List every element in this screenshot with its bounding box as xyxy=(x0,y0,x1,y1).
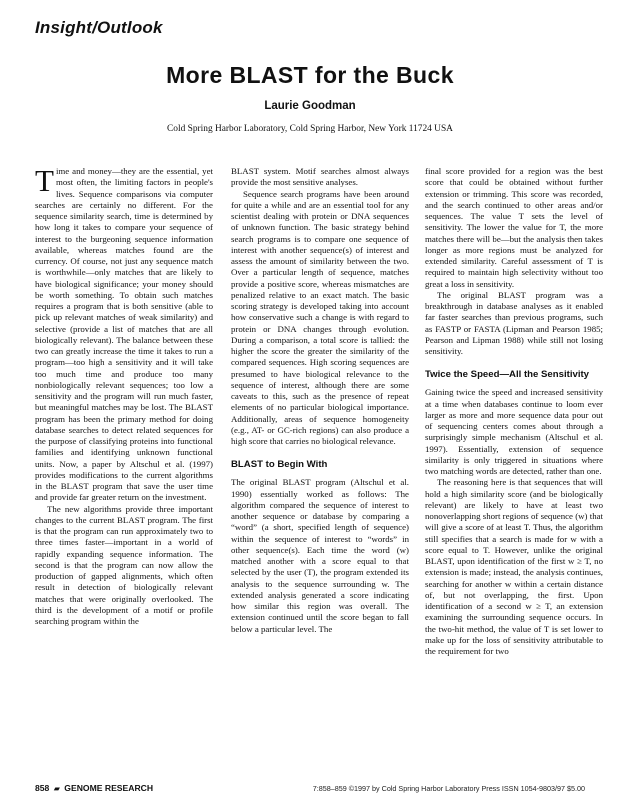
footer-citation: 7:858–859 ©1997 by Cold Spring Harbor Laboratory Press ISSN 1054-9803/97 $5.00 xyxy=(312,784,585,793)
body-paragraph: The original BLAST program (Altschul et al. 1990) essentially worked as follows: The algorithm compared the sequence of interest to another sequence or database by comparing a “word” (a short, specified length of sequence) within the sequence of interest to “words” in other sequence(s). Each time the word (w) matched another with a score equal to that selected by the user (T), the program extended its analysis to the sequence surrounding w. The extended analysis generated a score indicating how similar this region was overall. The extension continued until the score began to fall below a particular level. The xyxy=(231,477,409,634)
section-label: Insight/Outlook xyxy=(35,18,163,37)
body-paragraph: The new algorithms provide three important changes to the current BLAST program. The first is that the program can run approximately two to three times faster—important in a world of rapidly expanding sequence information. The second is that the program can now allow the production of gapped alignments, which often result in detection of biologically relevant matches that were originally overlooked. The third is the development of a motif or profile searching program within the xyxy=(35,503,213,626)
author-affiliation: Cold Spring Harbor Laboratory, Cold Spring Harbor, New York 11724 USA xyxy=(167,124,453,134)
author-name: Laurie Goodman xyxy=(264,100,356,112)
footer-journal xyxy=(35,783,153,793)
text-column-3 xyxy=(425,166,603,784)
body-paragraph: The reasoning here is that sequences that will hold a high similarity score (and be biologically relevant) are likely to have at least two nonoverlapping short regions of sequence (w) that will give a score of at least T. Thus, the algorithm still specifies that a search is made for w with a score equal to T. However, unlike the original BLAST, upon identification of the first w ≥ T, no extension is made; instead, the analysis continues, searching for another w within a certain distance of, but not overlapping, the first. Upon identification of a second w ≥ T, an extension examining the surrounding sequence occurs. In the two-hit method, the value of T is set lower to make up for the loss of sensitivity attributable to the requirement for two xyxy=(425,477,603,656)
article-title: More BLAST for the Buck xyxy=(166,62,454,88)
body-paragraph xyxy=(35,166,213,504)
paragraph-text: ime and money—they are the essential, yet most often, the limiting factors in people's lives. Sequence comparisons via computer searches are certainly no different. For the sequence similarity search, time is determined by how long it takes to compare your sequence of interest to the burgeoning sequence information available, whereas matches found are the currency. Of course, not just any sequence match is worthwhile—only matches that are likely to have biological significance; your money should be worth something. To obtain such matches requires a program that is both sensitive (able to pick up relevant matches of weak similarity) and selective (provide a list of matches that are all biologically relevant). The balance between these two can greatly increase the time it takes to run a program—too high a sensitivity and it will take too much time and produce too many nonbiologically relevant sequences; too low a sensitivity and the program will run much faster, but meaningful matches may be lost. The BLAST program has been the primary method for doing database searches to detect related sequences for the purpose of classifying proteins into functional families and identifying unknown functional units. Now, a paper by Altschul et al. (1997) provides modifications to the current algorithms in the BLAST program that save the user time and provide far greater return on the investment. xyxy=(35,166,213,503)
journal-name: GENOME RESEARCH xyxy=(64,783,154,793)
body-paragraph: BLAST system. Motif searches almost always provide the most sensitive analyses. xyxy=(231,166,409,188)
section-heading: Twice the Speed—All the Sensitivity xyxy=(425,369,590,381)
body-paragraph: Gaining twice the speed and increased sensitivity at a time when databases continue to loom ever larger as more and more sequence data pour out of sequencing centers comes about through a surprisingly simple mechanism (Altschul et al. 1997). Essentially, extension of sequence similarity is only triggered in situations where two matching words are detected, rather than one. xyxy=(425,387,603,476)
page-number: 858 xyxy=(35,783,50,793)
text-column-1 xyxy=(35,166,213,784)
body-paragraph: The original BLAST program was a breakthrough in database analyses as it enabled far faster searches than previous programs, such as FASTP or FASTA (Lipman and Pearson 1985; Pearson and Lipman 1988) while still not losing sensitivity. xyxy=(425,289,603,356)
body-paragraph: final score provided for a region was the best score that could be obtained without further extension or trimming. This score was recorded, and the search continued to other areas and/or sequences. The value T sets the level of sensitivity. The lower the value for T, the more matches there will be—but the analysis then takes longer as more regions must be analyzed for extended similarity. Careful assessment of T is required to maintain high selectivity without too great a loss in sensitivity. xyxy=(425,166,603,289)
journal-logo-icon: ▰ xyxy=(53,784,60,793)
text-column-2 xyxy=(231,166,409,784)
drop-cap: T xyxy=(35,166,54,198)
section-heading: BLAST to Begin With xyxy=(231,459,328,471)
body-paragraph: Sequence search programs have been around for quite a while and are an essential tool for any scientist dealing with protein or DNA sequences of unknown function. The basic strategy behind search programs is to compare one sequence of interest with another sequence(s) of interest and assess the amount of similarity between the two. Over a particular length of sequence, matches provide a positive score, whereas mismatches are penalized relative to an exact match. The basic scoring strategy is developed taking into account how conservative such a change is with regard to protein or DNA changes through evolution. During a comparison, a total score is tallied: the higher the score the greater the similarity of the compared sequences. High scoring sequences are presumed to have biological relevance to the sequence of interest, although there are some caveats to this, such as the presence of repeat elements of no particular biological importance. Additionally, areas of sequence homogeneity (e.g., AT- or GC-rich regions) can also produce a high score that carries no biological relevance. xyxy=(231,188,409,446)
